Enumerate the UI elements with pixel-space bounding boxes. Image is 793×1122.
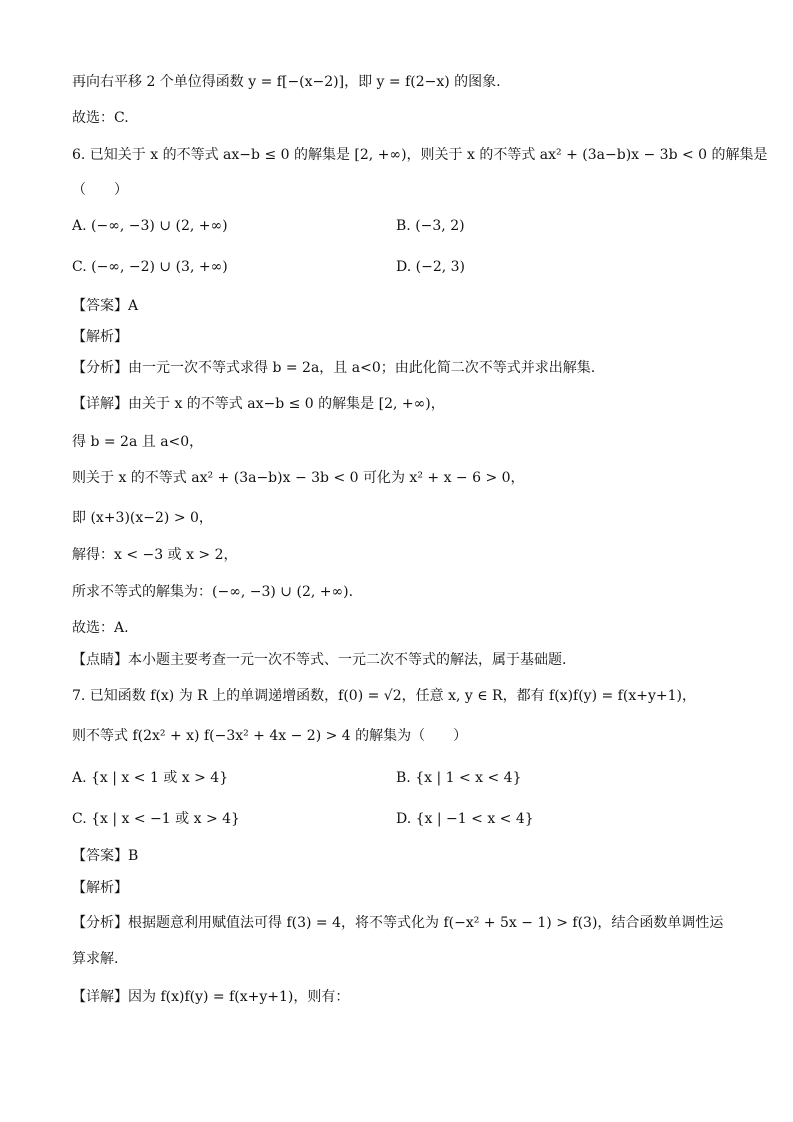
- answer-label: 【答案】B: [72, 848, 139, 864]
- option-6-d: D. (−2, 3): [396, 259, 465, 275]
- analysis-text: 【分析】由一元一次不等式求得 b = 2a，且 a<0；由此化简二次不等式并求出解集.: [72, 360, 596, 376]
- remark-text: 【点睛】本小题主要考查一元一次不等式、一元二次不等式的解法，属于基础题.: [72, 652, 567, 668]
- detail-text: 解得：x < −3 或 x > 2，: [72, 547, 238, 563]
- option-7-c: C. {x | x < −1 或 x > 4}: [72, 811, 240, 827]
- analysis-text: 算求解.: [72, 951, 119, 967]
- detail-text: 所求不等式的解集为：(−∞, −3) ∪ (2, +∞).: [72, 584, 354, 600]
- text-line: 故选：C.: [72, 110, 129, 126]
- option-7-b: B. {x | 1 < x < 4}: [396, 770, 522, 786]
- option-7-a: A. {x | x < 1 或 x > 4}: [72, 770, 229, 786]
- answer-label: 【答案】A: [72, 298, 139, 314]
- detail-text: 【详解】因为 f(x)f(y) = f(x+y+1)，则有：: [72, 989, 350, 1005]
- detail-text: 则关于 x 的不等式 ax² + (3a−b)x − 3b < 0 可化为 x² + x − 6 > 0，: [72, 470, 525, 486]
- text-line: 再向右平移 2 个单位得函数 y = f[−(x−2)]，即 y = f(2−x) 的图象.: [72, 74, 501, 90]
- detail-text: 得 b = 2a 且 a<0，: [72, 434, 204, 450]
- option-7-d: D. {x | −1 < x < 4}: [396, 811, 534, 827]
- analysis-heading: 【解析】: [72, 880, 128, 896]
- question-7-stem: 则不等式 f(2x² + x) f(−3x² + 4x − 2) > 4 的解集为（ ）: [72, 728, 468, 744]
- option-6-a: A. (−∞, −3) ∪ (2, +∞): [72, 218, 228, 234]
- question-6-stem: 6. 已知关于 x 的不等式 ax−b ≤ 0 的解集是 [2, +∞)，则关于 x 的不等式 ax² + (3a−b)x − 3b < 0 的解集是: [72, 147, 768, 163]
- detail-text: 即 (x+3)(x−2) > 0，: [72, 510, 213, 526]
- option-6-b: B. (−3, 2): [396, 218, 465, 234]
- question-6-blank: （ ）: [72, 182, 128, 198]
- question-7-stem: 7. 已知函数 f(x) 为 R 上的单调递增函数，f(0) = √2，任意 x, y ∈ R，都有 f(x)f(y) = f(x+y+1)，: [72, 688, 696, 704]
- analysis-text: 【分析】根据题意利用赋值法可得 f(3) = 4，将不等式化为 f(−x² + 5x − 1) > f(3)，结合函数单调性运: [72, 915, 724, 931]
- detail-text: 故选：A.: [72, 620, 129, 636]
- analysis-heading: 【解析】: [72, 329, 128, 345]
- detail-text: 【详解】由关于 x 的不等式 ax−b ≤ 0 的解集是 [2, +∞)，: [72, 396, 445, 412]
- option-6-c: C. (−∞, −2) ∪ (3, +∞): [72, 259, 228, 275]
